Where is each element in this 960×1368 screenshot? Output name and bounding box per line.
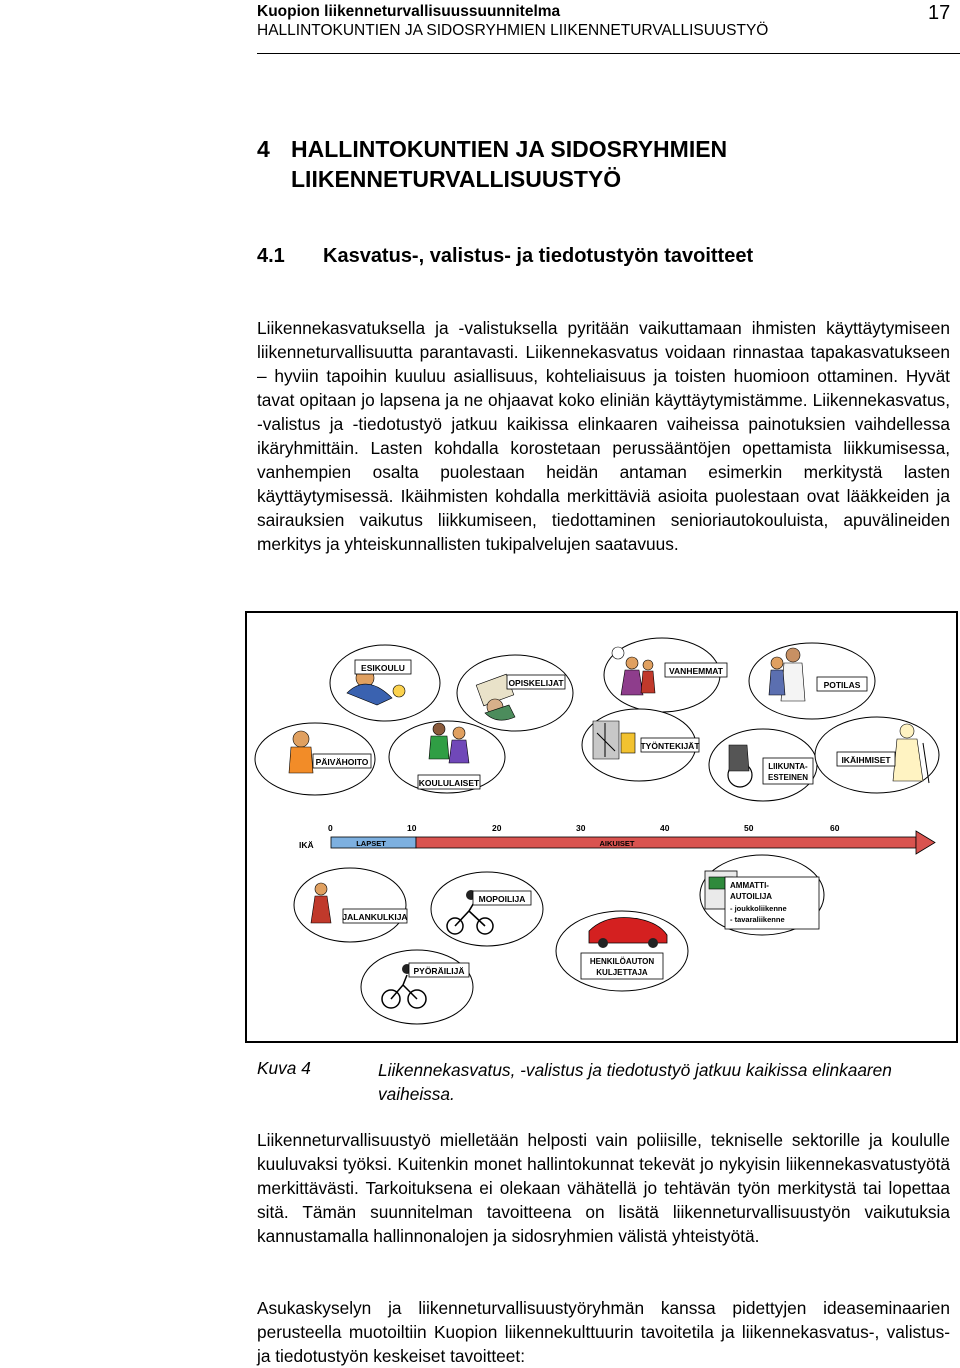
group-ikaihmiset [815, 717, 939, 793]
label-liikuntaesteinen-2: ESTEINEN [767, 773, 809, 782]
label-henkiloauto-2: KULJETTAJA [596, 968, 648, 977]
segment-adults [416, 837, 916, 848]
section-title: Kasvatus-, valistus- ja tiedotustyön tavoitteet [323, 245, 754, 267]
label-ammatti-3: - joukkoliikenne [730, 904, 787, 913]
lifecycle-figure [245, 611, 958, 1043]
document-subtitle: HALLINTOKUNTIEN JA SIDOSRYHMIEN LIIKENNETURVALLISUUSTYÖ [257, 22, 769, 39]
body-paragraph-2: Liikenneturvallisuustyö mielletään helposti vain poliisille, tekniselle sektorille ja koululle kuuluvaksi työksi. Kuitenkin monet hallintokunnat tekevät jo nykyisin liikennekasvatustyötä merkittävästi. Tarkoituksena ei olekaan vähätellä jo tehtävän työn merkitystä tai lopettaa sitä. Tämän suunnitelman tavoitteena on lisätä liikenneturvallisuustyön vaikutuksia kannustamalla hallinnonalojen ja sidosryhmien välistä yhteistyötä. [257, 1130, 950, 1246]
tick-label: 40 [660, 823, 670, 833]
tick-label: 50 [744, 823, 754, 833]
pupil-icon [433, 723, 445, 735]
tick-label: 0 [328, 823, 333, 833]
worker-icon [593, 721, 619, 759]
label-jalankulkija: JALANKULKIJA [342, 912, 408, 922]
label-henkiloauto-1: HENKILÖAUTON [589, 957, 655, 966]
age-timeline [299, 823, 935, 854]
chapter-number: 4 [257, 136, 270, 162]
group-vanhemmat [604, 638, 727, 712]
group-jalankulkija [294, 868, 408, 942]
clock-icon [612, 647, 624, 659]
timeline-arrow-head [916, 831, 935, 854]
label-vanhemmat: VANHEMMAT [669, 666, 723, 676]
segment-children-label: LAPSET [356, 839, 386, 848]
tick-label: 10 [407, 823, 417, 833]
tick-label: 20 [492, 823, 502, 833]
label-paivahoito: PÄIVÄHOITO [315, 757, 369, 767]
chapter-heading [257, 136, 727, 163]
label-ikaihmiset: IKÄIHMISET [841, 755, 891, 765]
pedestrian-icon [315, 883, 327, 895]
timeline-axis-label: IKÄ [299, 840, 314, 850]
section-heading [257, 245, 753, 268]
lifecycle-illustration [247, 613, 956, 1041]
group-mopoilija [431, 872, 543, 946]
tick-label: 30 [576, 823, 586, 833]
body-paragraph-3: Asukaskyselyn ja liikenneturvallisuustyöryhmän kanssa pidettyjen ideaseminaarien perusteella muotoiltiin Kuopion liikennekulttuurin tavoitetila ja liikennekasvatus-, valistus- ja tiedotustyön keskeiset tavoitteet: [257, 1298, 950, 1366]
label-pyorailija: PYÖRÄILIJÄ [413, 966, 465, 976]
document-title: Kuopion liikenneturvallisuussuunnitelma [257, 3, 561, 20]
label-mopoilija: MOPOILIJA [478, 894, 526, 904]
toddler-icon [293, 731, 309, 747]
group-henkiloauto [556, 911, 688, 991]
chapter-title-line1: HALLINTOKUNTIEN JA SIDOSRYHMIEN [291, 136, 728, 162]
chapter-title-line2: LIIKENNETURVALLISUUSTYÖ [291, 166, 622, 192]
label-koululaiset: KOULULAISET [418, 778, 480, 788]
segment-adults-label: AIKUISET [599, 839, 635, 848]
header-divider [257, 53, 960, 54]
group-pyorailija [361, 950, 473, 1024]
doctor-icon [786, 648, 800, 662]
group-ammattiautoilija [700, 855, 824, 935]
parent-icon [626, 657, 638, 669]
label-ammatti-1: AMMATTI- [730, 881, 769, 890]
intro-paragraph: Liikennekasvatuksella ja -valistuksella pyritään vaikuttamaan ihmisten käyttäytymiseen liikenneturvallisuutta parantavasti. Liikennekasvatus voidaan rinnastaa tapakasvatukseen – hyviin tapoihin kuuluu asiallisuus, kohteliaisuus ja toisten huomioon ottaminen. Hyvät tavat opitaan jo lapsena ja ne ohjaavat koko eliniän käyttäytymistämme. Liikennekasvatus, -valistus ja -tiedotustyö jatkuu kaikissa elinkaaren vaiheissa painotuksien vaihdellessa ikäryhmittäin. Lasten kohdalla korostetaan perussääntöjen opettamista liikkumisessa, vanhempien osalta puolestaan heidän antaman esimerkin merkitystä lasten käyttäytymisessä. Ikäihmisten kohdalla merkittäviä asioita puolestaan ovat lääkkeiden ja sairauksien vaikutus liikkumiseen, tiedottaminen senioriautokouluista, apuvälineiden merkitys ja yhteiskunnallisten tukipalvelujen saatavuus. [257, 318, 950, 554]
label-opiskelijat: OPISKELIJAT [508, 678, 564, 688]
group-koululaiset [389, 721, 505, 793]
group-paivahoito [255, 723, 375, 795]
label-potilas: POTILAS [823, 680, 861, 690]
label-liikuntaesteinen-1: LIIKUNTA- [768, 762, 808, 771]
label-tyontekijat: TYÖNTEKIJÄT [640, 741, 700, 751]
group-opiskelijat [457, 655, 573, 731]
group-liikuntaesteinen [709, 729, 817, 801]
patient-icon [771, 657, 783, 669]
figure-caption-text: Liikennekasvatus, -valistus ja tiedotustyö jatkuu kaikissa elinkaaren vaiheissa. [378, 1060, 892, 1104]
group-potilas [749, 643, 875, 719]
tick-label: 60 [830, 823, 840, 833]
page-number: 17 [928, 2, 951, 24]
group-tyontekijat [582, 709, 700, 781]
group-esikoulu [330, 645, 440, 721]
label-esikoulu: ESIKOULU [361, 663, 405, 673]
elderly-icon [900, 724, 914, 738]
figure-caption-number: Kuva 4 [257, 1058, 311, 1078]
section-number: 4.1 [257, 245, 285, 267]
label-ammatti-4: - tavaraliikenne [730, 915, 785, 924]
label-ammatti-2: AUTOILIJA [730, 892, 773, 901]
